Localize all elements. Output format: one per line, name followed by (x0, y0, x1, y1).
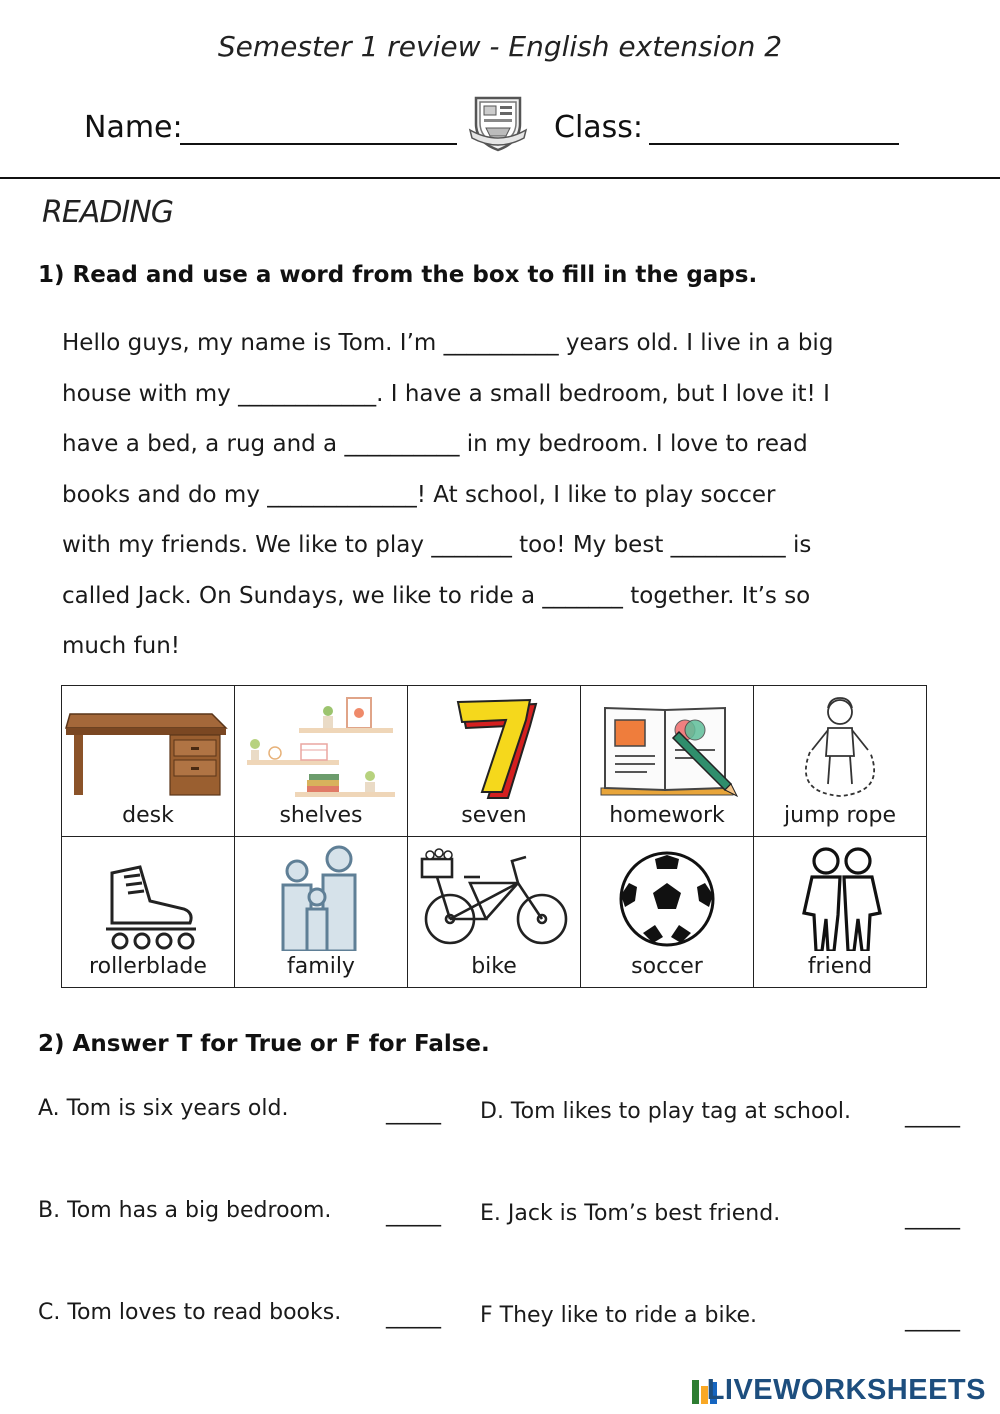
word-label: desk (122, 803, 174, 828)
liveworksheets-brand[interactable]: LIVEWORKSHEETS (706, 1374, 986, 1406)
passage-line: Hello guys, my name is Tom. I’m __________ years old. I live in a big (62, 330, 834, 356)
word-box-cell (581, 837, 754, 988)
word-box-cell (408, 837, 581, 988)
question-1-prompt: 1) Read and use a word from the box to fill in the gaps. (38, 262, 758, 288)
word-box-cell (408, 686, 581, 837)
roller-skate-icon (62, 843, 234, 951)
bicycle-icon (408, 843, 580, 951)
question-2-prompt: 2) Answer T for True or F for False. (38, 1031, 490, 1057)
family-icon (235, 843, 407, 951)
passage-line: house with my ____________. I have a small bedroom, but I love it! I (62, 380, 830, 407)
header-divider (0, 177, 1000, 179)
desk-icon (62, 692, 234, 800)
statement-e: E. Jack is Tom’s best friend. (480, 1201, 781, 1226)
shelves-icon (235, 692, 407, 800)
passage-line: have a bed, a rug and a __________ in my bedroom. I love to read (62, 431, 808, 457)
number-seven-icon (408, 692, 580, 800)
friends-icon (754, 843, 926, 951)
class-label: Class: (554, 110, 644, 145)
answer-blank-b[interactable]: _____ (386, 1202, 441, 1227)
statement-f: F They like to ride a bike. (480, 1303, 758, 1328)
word-box-cell (754, 837, 927, 988)
reading-passage (62, 318, 942, 672)
passage-line: much fun! (62, 633, 180, 659)
word-box-cell (62, 686, 235, 837)
word-label: shelves (279, 803, 363, 828)
word-box-cell (235, 686, 408, 837)
answer-blank-c[interactable]: _____ (386, 1304, 441, 1329)
word-label: friend (807, 954, 873, 979)
word-label: jump rope (784, 803, 896, 828)
name-field[interactable] (180, 143, 457, 145)
answer-blank-a[interactable]: _____ (386, 1100, 441, 1125)
answer-blank-d[interactable]: _____ (905, 1103, 960, 1128)
word-label: seven (461, 803, 527, 828)
section-title: READING (42, 195, 173, 230)
passage-line: called Jack. On Sundays, we like to ride a _______ together. It’s so (62, 582, 811, 609)
answer-blank-f[interactable]: _____ (905, 1307, 960, 1332)
word-label: rollerblade (89, 954, 207, 979)
statement-d: D. Tom likes to play tag at school. (480, 1099, 852, 1124)
statement-b: B. Tom has a big bedroom. (38, 1198, 332, 1223)
statement-c: C. Tom loves to read books. (38, 1300, 342, 1325)
name-label: Name: (84, 110, 183, 145)
word-label: bike (471, 954, 517, 979)
soccer-ball-icon (581, 843, 753, 951)
word-label: soccer (631, 954, 703, 979)
page-title: Semester 1 review - English extension 2 (217, 30, 783, 63)
school-crest-icon (466, 90, 530, 154)
statement-a: A. Tom is six years old. (38, 1096, 289, 1121)
class-field[interactable] (649, 143, 899, 145)
word-box-cell (581, 686, 754, 837)
word-box-cell (754, 686, 927, 837)
passage-line: with my friends. We like to play _______ too! My best __________ is (62, 532, 812, 558)
answer-blank-e[interactable]: _____ (905, 1205, 960, 1230)
jump-rope-icon (754, 692, 926, 800)
word-box-cell (62, 837, 235, 988)
homework-book-icon (581, 692, 753, 800)
passage-line: books and do my _____________! At school, I like to play soccer (62, 481, 776, 508)
word-box (61, 685, 927, 988)
word-label: family (287, 954, 355, 979)
word-box-cell (235, 837, 408, 988)
word-label: homework (609, 803, 725, 828)
